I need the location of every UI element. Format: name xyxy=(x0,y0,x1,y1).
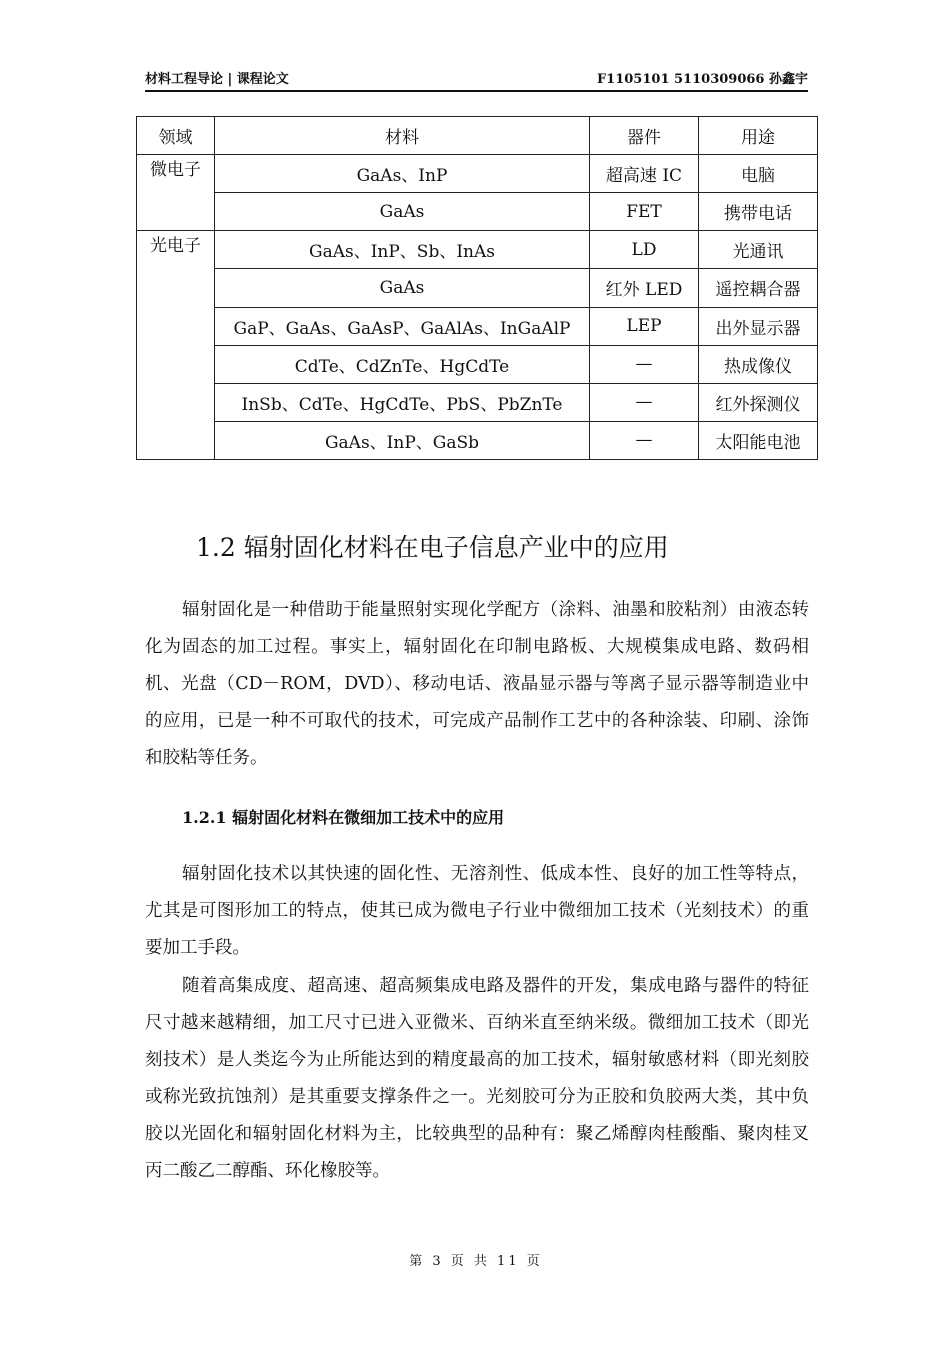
subsection-title: 1.2.1 辐射固化材料在微细加工技术中的应用 xyxy=(182,808,505,827)
table-row xyxy=(137,383,818,421)
device-cell: — xyxy=(590,345,699,383)
header-author-id: F1105101 5110309066 孙鑫宇 xyxy=(596,72,808,87)
use-cell: 出外显示器 xyxy=(699,307,818,345)
table-header-cell: 材料 xyxy=(215,117,590,155)
section-title: 1.2 辐射固化材料在电子信息产业中的应用 xyxy=(196,533,669,562)
device-cell: 红外 LED xyxy=(590,269,699,307)
use-cell: 遥控耦合器 xyxy=(699,269,818,307)
table-row xyxy=(137,155,818,193)
material-cell: GaAs、InP xyxy=(215,155,590,193)
material-cell: InSb、CdTe、HgCdTe、PbS、PbZnTe xyxy=(215,383,590,421)
material-cell: GaP、GaAs、GaAsP、GaAlAs、InGaAlP xyxy=(215,307,590,345)
material-cell: GaAs、InP、Sb、InAs xyxy=(215,231,590,269)
material-cell: GaAs xyxy=(215,193,590,231)
device-cell: — xyxy=(590,421,699,459)
table-row xyxy=(137,421,818,459)
domain-cell: 微电子 xyxy=(137,155,215,231)
use-cell: 热成像仪 xyxy=(699,345,818,383)
device-cell: LD xyxy=(590,231,699,269)
section-paragraph-1: 辐射固化是一种借助于能量照射实现化学配方（涂料、油墨和胶粘剂）由液态转化为固态的加工过程。事实上，辐射固化在印制电路板、大规模集成电路、数码相机、光盘（CD－ROM，DVD）、移动电话、液晶显示器与等离子显示器等制造业中的应用，已是一种不可取代的技术，可完成产品制作工艺中的各种涂装、印刷、涂饰和胶粘等任务。 xyxy=(145,600,809,768)
use-cell: 红外探测仪 xyxy=(699,383,818,421)
table-header-cell: 用途 xyxy=(699,117,818,155)
device-cell: LEP xyxy=(590,307,699,345)
table-row xyxy=(137,193,818,231)
table-header-cell: 器件 xyxy=(590,117,699,155)
use-cell: 光通讯 xyxy=(699,231,818,269)
device-cell: 超高速 IC xyxy=(590,155,699,193)
table-header-cell: 领域 xyxy=(137,117,215,155)
section-paragraph-3: 随着高集成度、超高速、超高频集成电路及器件的开发，集成电路与器件的特征尺寸越来越精细，加工尺寸已进入亚微米、百纳米直至纳米级。微细加工技术（即光刻技术）是人类迄今为止所能达到的精度最高的加工技术，辐射敏感材料（即光刻胶或称光致抗蚀剂）是其重要支撑条件之一。光刻胶可分为正胶和负胶两大类，其中负胶以光固化和辐射固化材料为主，比较典型的品种有：聚乙烯醇肉桂酸酯、聚肉桂叉丙二酸乙二醇酯、环化橡胶等。 xyxy=(145,976,809,1181)
table-row xyxy=(137,307,818,345)
page-header xyxy=(145,66,808,92)
device-cell: FET xyxy=(590,193,699,231)
page-number-footer: 第 3 页 共 11 页 xyxy=(409,1254,543,1269)
table-row xyxy=(137,269,818,307)
material-cell: GaAs、InP、GaSb xyxy=(215,421,590,459)
table-row xyxy=(137,231,818,269)
header-course-title: 材料工程导论 | 课程论文 xyxy=(145,72,289,87)
table-header-row xyxy=(137,117,818,155)
section-paragraph-2: 辐射固化技术以其快速的固化性、无溶剂性、低成本性、良好的加工性等特点，尤其是可图形加工的特点，使其已成为微电子行业中微细加工技术（光刻技术）的重要加工手段。 xyxy=(145,864,809,958)
use-cell: 携带电话 xyxy=(699,193,818,231)
material-cell: GaAs xyxy=(215,269,590,307)
materials-table xyxy=(136,116,818,460)
table-row xyxy=(137,345,818,383)
domain-cell: 光电子 xyxy=(137,231,215,460)
material-cell: CdTe、CdZnTe、HgCdTe xyxy=(215,345,590,383)
device-cell: — xyxy=(590,383,699,421)
use-cell: 电脑 xyxy=(699,155,818,193)
use-cell: 太阳能电池 xyxy=(699,421,818,459)
